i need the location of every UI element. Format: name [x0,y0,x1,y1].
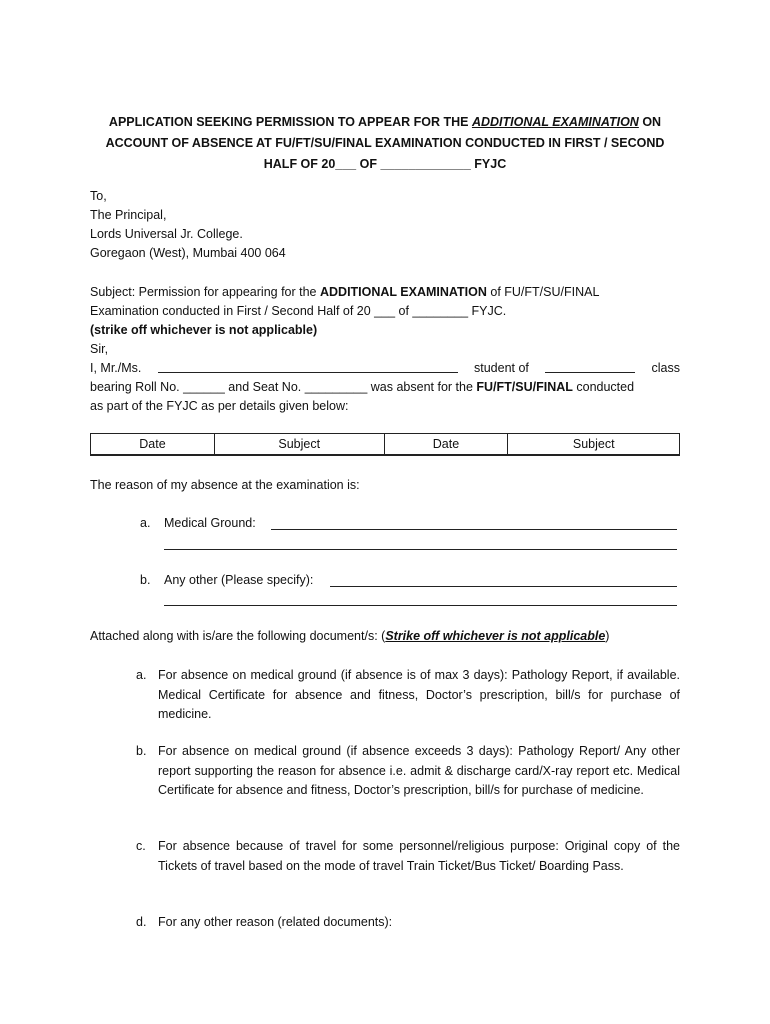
table-header-date-2: Date [384,434,508,456]
document-item-a-text: For absence on medical ground (if absence is of max 3 days): Pathology Report, if available. Medical Certificate for absence and fitness, Doctor’s prescription, bill/s for purchase of medicine. [158,668,680,722]
table-header-row [91,434,680,456]
title-line-3: HALF OF 20___ OF _____________ FYJC [263,157,507,171]
reason-intro: The reason of my absence at the examination is: [90,478,360,492]
table-header-subject-2: Subject [508,434,680,456]
document-item-d-label: d. [136,915,147,929]
exam-details-table [90,433,680,456]
document-item-d-text: For any other reason (related documents): [158,915,393,929]
student-of-label: student of [473,361,529,375]
body-line-2 [90,380,634,394]
name-label: I, Mr./Ms. [90,361,142,375]
subject-line-2: Examination conducted in First / Second Half of 20 ___ of ________ FYJC. [90,304,507,318]
student-name-field[interactable] [158,361,458,373]
title-line-2: ACCOUNT OF ABSENCE AT FU/FT/SU/FINAL EXAMINATION CONDUCTED IN FIRST / SECOND [105,136,665,150]
subject-bold: ADDITIONAL EXAMINATION [319,285,487,299]
address-recipient: The Principal, [90,208,167,222]
subject-line-1 [90,285,680,299]
attached-strike-note: Strike off whichever is not applicable [385,629,606,643]
salutation: Sir, [90,342,109,356]
title-line-1 [90,112,680,133]
reason-b-text: Any other (Please specify): [164,573,314,587]
address-to: To, [90,189,107,203]
class-label: class [651,361,680,375]
document-title [90,112,680,175]
medical-ground-field[interactable] [271,529,677,530]
table-header-subject-1: Subject [214,434,384,456]
address-college: Lords Universal Jr. College. [90,227,243,241]
medical-ground-field-line-2[interactable] [164,549,677,550]
document-item-c-label: c. [136,839,146,853]
table-header-date-1: Date [91,434,215,456]
document-item-a-label: a. [136,668,147,682]
document-item-b-text: For absence on medical ground (if absence exceeds 3 days): Pathology Report/ Any other report supporting the reason for absence i.e. admit & discharge card/X-ray report etc. Medical Certificate for absence and fitness, Doctor’s prescription, bill/s for purchase of medicine. [158,744,680,798]
address-location: Goregaon (West), Mumbai 400 064 [90,246,286,260]
document-item-b [136,742,680,801]
conducted-text: conducted [572,380,635,394]
exam-type-bold: FU/FT/SU/FINAL [476,380,573,394]
document-item-c [136,837,680,876]
title-line-1-pre: APPLICATION SEEKING PERMISSION TO APPEAR FOR THE [108,115,472,129]
subject-prefix: Subject: Permission for appearing for the [90,285,320,299]
attached-intro [90,629,609,643]
attached-intro-post: ) [605,629,610,643]
reason-b-label: b. [140,573,151,587]
document-item-d [136,913,680,933]
title-line-1-post: ON [638,115,662,129]
body-line-1 [90,361,680,375]
document-item-a [136,666,680,725]
college-field[interactable] [545,361,635,373]
reason-a-text: Medical Ground: [164,516,256,530]
attached-intro-pre: Attached along with is/are the following document/s: ( [90,629,386,643]
title-emphasis: ADDITIONAL EXAMINATION [471,115,639,129]
document-item-c-text: For absence because of travel for some personnel/religious purpose: Original copy of the Tickets of travel based on the mode of travel Train Ticket/Bus Ticket/ Boarding Pass. [158,839,680,873]
document-item-b-label: b. [136,744,147,758]
subject-line-1-text [90,285,599,299]
other-reason-field[interactable] [330,586,677,587]
body-line-3: as part of the FYJC as per details given below: [90,399,349,413]
subject-suffix: of FU/FT/SU/FINAL [486,285,600,299]
other-reason-field-line-2[interactable] [164,605,677,606]
roll-seat-text: bearing Roll No. ______ and Seat No. _________ was absent for the [90,380,477,394]
reason-a-label: a. [140,516,151,530]
strike-off-note: (strike off whichever is not applicable) [90,323,318,337]
